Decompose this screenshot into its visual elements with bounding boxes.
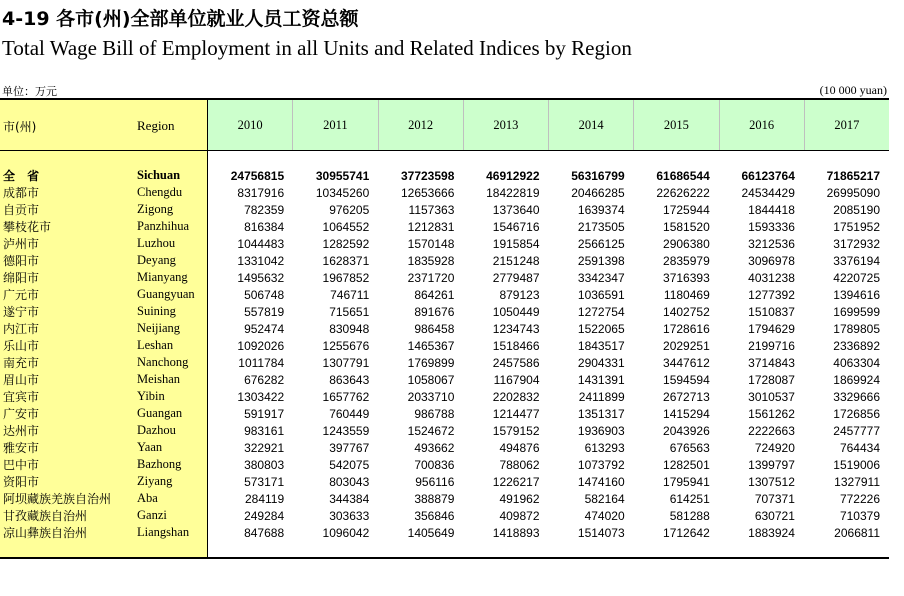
wage-value-cell: 1593336 [748,219,795,234]
wage-value-cell: 1789805 [833,321,880,336]
region-name-chinese: 资阳市 [3,475,40,489]
wage-value-cell: 956116 [415,474,455,489]
wage-value-cell: 803043 [329,474,370,489]
region-name-english: Suining [137,304,176,318]
wage-value-cell: 4220725 [833,270,880,285]
wage-value-cell: 12653666 [400,185,455,200]
wage-value-cell: 591917 [244,406,285,421]
wage-value-cell: 24534429 [741,185,795,200]
region-name-chinese: 攀枝花市 [3,220,52,234]
table-body [0,151,889,557]
wage-value-cell: 2029251 [663,338,710,353]
wage-value-cell: 3714843 [748,355,795,370]
region-name-chinese: 宜宾市 [3,390,40,404]
wage-value-cell: 830948 [329,321,370,336]
wage-value-cell: 2904331 [577,355,625,370]
wage-value-cell: 2173505 [577,219,625,234]
table-row [0,473,889,490]
table-row [0,252,889,269]
wage-value-cell: 2336892 [833,338,880,353]
region-name-chinese: 雅安市 [3,441,40,455]
wage-value-cell: 4063304 [833,355,880,370]
wage-value-cell: 1255676 [322,338,370,353]
wage-value-cell: 864261 [414,287,455,302]
wage-value-cell: 1327911 [834,474,880,489]
wage-value-cell: 2672713 [663,389,710,404]
wage-value-cell: 760449 [329,406,370,421]
wage-value-cell: 26995090 [826,185,880,200]
wage-value-cell: 1514073 [577,525,625,540]
region-name-english: Guangan [137,406,183,420]
wage-value-cell: 3212536 [748,236,795,251]
wage-value-cell: 3010537 [748,389,795,404]
wage-value-cell: 1073792 [577,457,625,472]
wage-value-cell: 1373640 [492,202,540,217]
wage-value-cell: 1431391 [577,372,625,387]
table-row [0,235,889,252]
wage-value-cell: 1967852 [322,270,370,285]
year-header-cell: 2012 [379,100,464,150]
table-row [0,269,889,286]
wage-value-cell: 1402752 [663,304,710,319]
wage-value-cell: 1936903 [577,423,625,438]
wage-value-cell: 1036591 [577,287,625,302]
wage-value-cell: 1712642 [663,525,710,540]
year-header-cell: 2017 [834,117,860,132]
wage-value-cell: 1180469 [663,287,710,302]
wage-value-cell: 816384 [244,219,285,234]
wage-value-cell: 1214477 [492,406,540,421]
wage-value-cell: 1883924 [748,525,795,540]
region-name-english: Bazhong [137,457,182,471]
region-name-chinese: 达州市 [3,424,40,438]
wage-value-cell: 676563 [669,440,710,455]
wage-value-cell: 1769899 [407,355,455,370]
wage-value-cell: 284119 [244,491,285,506]
wage-value-cell: 1751952 [833,219,880,234]
wage-value-cell: 2906380 [663,236,710,251]
wage-value-cell: 2202832 [492,389,540,404]
region-name-chinese: 乐山市 [3,339,40,353]
wage-value-cell: 1728616 [663,321,710,336]
wage-value-cell: 71865217 [826,168,880,183]
wage-value-cell: 8317916 [237,185,285,200]
wage-value-cell: 1843517 [577,338,625,353]
wage-value-cell: 1794629 [748,321,795,336]
region-name-english: Yaan [137,440,163,454]
wage-value-cell: 1657762 [322,389,370,404]
region-name-chinese: 遂宁市 [3,305,40,319]
wage-value-cell: 397767 [329,440,370,455]
wage-value-cell: 2151248 [492,253,540,268]
wage-value-cell: 1639374 [577,202,625,217]
wage-value-cell: 1844418 [748,202,795,217]
wage-value-cell: 10345260 [315,185,370,200]
wage-value-cell: 1546716 [492,219,540,234]
wage-value-cell: 1915854 [492,236,540,251]
wage-value-cell: 1092026 [237,338,285,353]
wage-value-cell: 1277392 [748,287,795,302]
wage-value-cell: 891676 [414,304,455,319]
wage-value-cell: 557819 [244,304,285,319]
wage-value-cell: 1474160 [577,474,625,489]
wage-value-cell: 1418893 [492,525,540,540]
wage-value-cell: 1628371 [322,253,370,268]
table-row [0,524,889,541]
region-name-chinese: 成都市 [3,186,40,200]
wage-value-cell: 582164 [584,491,625,506]
wage-value-cell: 1307512 [748,474,795,489]
wage-value-cell: 1011784 [238,355,285,370]
wage-value-cell: 746711 [330,287,370,302]
wage-value-cell: 491962 [499,491,540,506]
table-row [0,337,889,354]
wage-value-cell: 2033710 [407,389,455,404]
region-name-english: Ganzi [137,508,167,522]
wage-value-cell: 1524672 [407,423,455,438]
wage-value-cell: 2043926 [663,423,710,438]
wage-value-cell: 1405649 [407,525,455,540]
table-row [0,303,889,320]
table-row [0,507,889,524]
wage-value-cell: 1518466 [492,338,540,353]
wage-value-cell: 986788 [414,406,455,421]
wage-value-cell: 2066811 [834,525,880,540]
wage-value-cell: 1243559 [322,423,370,438]
wage-value-cell: 2566125 [577,236,625,251]
wage-value-cell: 37723598 [400,168,455,183]
table-row [0,218,889,235]
wage-value-cell: 542075 [329,457,370,472]
wage-value-cell: 1058067 [407,372,455,387]
region-name-english: Panzhihua [137,219,190,233]
region-name-chinese: 泸州市 [3,237,40,251]
wage-value-cell: 581288 [669,508,710,523]
wage-value-cell: 4031238 [748,270,795,285]
wage-value-cell: 1465367 [407,338,455,353]
table-row-total [0,167,889,184]
region-name-chinese: 德阳市 [3,254,40,268]
wage-value-cell: 1331042 [237,253,285,268]
wage-value-cell: 1157363 [408,202,455,217]
wage-value-cell: 1282501 [663,457,710,472]
wage-value-cell: 46912922 [486,168,540,183]
year-header-cell: 2010 [208,100,293,150]
wage-value-cell: 1394616 [833,287,880,302]
wage-value-cell: 707371 [754,491,795,506]
page-title-chinese: 4-19 各市(州)全部单位就业人员工资总额 [2,8,359,30]
wage-value-cell: 782359 [244,202,285,217]
wage-value-cell: 1399797 [748,457,795,472]
wage-value-cell: 700836 [414,457,455,472]
wage-value-cell: 772226 [839,491,880,506]
table-rows [0,167,889,541]
region-header-cell [0,100,208,150]
wage-value-cell: 863643 [329,372,370,387]
wage-value-cell: 2457777 [833,423,880,438]
wage-value-cell: 724920 [754,440,795,455]
region-name-english: Chengdu [137,185,183,199]
table-row [0,439,889,456]
wage-value-cell: 1570148 [407,236,455,251]
region-name-english: Zigong [137,202,174,216]
wage-value-cell: 1561262 [748,406,795,421]
year-header-cell: 2016 [720,100,805,150]
wage-value-cell: 356846 [414,508,455,523]
wage-value-cell: 1212831 [407,219,455,234]
wage-value-cell: 249284 [244,508,285,523]
wage-value-cell: 1096042 [322,525,370,540]
table-row [0,286,889,303]
wage-value-cell: 630721 [754,508,795,523]
region-name-english: Nanchong [137,355,189,369]
region-name-chinese: 甘孜藏族自治州 [3,509,88,523]
region-name-english: Mianyang [137,270,188,284]
wage-value-cell: 2199716 [748,338,795,353]
table-row [0,201,889,218]
wage-value-cell: 879123 [499,287,540,302]
region-header-chinese: 市(州) [3,120,37,134]
wage-value-cell: 1594594 [663,372,710,387]
wage-value-cell: 847688 [244,525,285,540]
wage-value-cell: 976205 [329,202,370,217]
wage-value-cell: 764434 [839,440,880,455]
wage-value-cell: 1519006 [833,457,880,472]
wage-value-cell: 493662 [414,440,455,455]
wage-value-cell: 1699599 [833,304,880,319]
wage-value-cell: 1522065 [577,321,625,336]
wage-value-cell: 1495632 [237,270,285,285]
wage-value-cell: 494876 [499,440,540,455]
region-name-chinese: 凉山彝族自治州 [3,526,88,540]
wage-value-cell: 474020 [584,508,625,523]
table-row [0,456,889,473]
wage-value-cell: 2591398 [577,253,625,268]
wage-value-cell: 409872 [499,508,540,523]
region-name-english: Yibin [137,389,165,403]
wage-value-cell: 3329666 [833,389,880,404]
wage-value-cell: 2779487 [492,270,540,285]
wage-value-cell: 1234743 [492,321,540,336]
wage-value-cell: 952474 [244,321,285,336]
wage-value-cell: 1282592 [322,236,370,251]
wage-value-cell: 3342347 [577,270,625,285]
wage-value-cell: 24756815 [230,168,285,183]
wage-value-cell: 22626222 [656,185,710,200]
region-name-chinese: 内江市 [3,322,40,336]
wage-value-cell: 3716393 [663,270,710,285]
wage-value-cell: 1728087 [748,372,795,387]
table-row [0,184,889,201]
wage-value-cell: 715651 [329,304,370,319]
wage-value-cell: 983161 [244,423,285,438]
table-row [0,320,889,337]
table-row [0,405,889,422]
wage-value-cell: 3172932 [833,236,880,251]
page-title-english: Total Wage Bill of Employment in all Units and Related Indices by Region [2,36,632,60]
region-name-english: Aba [137,491,158,505]
year-header-cell: 2015 [634,100,719,150]
region-name-chinese: 广安市 [3,407,40,421]
wage-value-cell: 1303422 [237,389,285,404]
wage-value-cell: 1869924 [833,372,880,387]
wage-value-cell: 344384 [329,491,370,506]
wage-value-cell: 1835928 [407,253,455,268]
region-name-english: Luzhou [137,236,176,250]
wage-value-cell: 380803 [244,457,285,472]
wage-value-cell: 1725944 [663,202,710,217]
wage-value-cell: 1272754 [577,304,625,319]
wage-value-cell: 3376194 [833,253,880,268]
region-name-english: Neijiang [137,321,181,335]
region-name-chinese: 自贡市 [3,203,40,217]
wage-value-cell: 1579152 [492,423,540,438]
wage-value-cell: 1167904 [493,372,540,387]
wage-value-cell: 3447612 [663,355,710,370]
table-row [0,490,889,507]
wage-value-cell: 303633 [329,508,370,523]
year-header-cell: 2014 [549,100,634,150]
unit-label-english: (10 000 yuan) [819,83,887,97]
wage-value-cell: 506748 [244,287,285,302]
wage-value-cell: 20466285 [571,185,625,200]
wage-value-cell: 1510837 [748,304,795,319]
wage-value-cell: 1351317 [577,406,625,421]
table-row [0,422,889,439]
wage-value-cell: 986458 [414,321,455,336]
region-name-chinese: 绵阳市 [3,271,40,285]
wage-value-cell: 3096978 [748,253,795,268]
table-row [0,388,889,405]
wage-value-cell: 1226217 [492,474,540,489]
wage-value-cell: 1795941 [663,474,710,489]
table-row [0,371,889,388]
table-header [0,100,889,151]
region-name-english: Sichuan [137,168,181,182]
wage-value-cell: 1044483 [237,236,285,251]
region-name-english: Guangyuan [137,287,195,301]
wage-value-cell: 676282 [244,372,285,387]
wage-value-cell: 388879 [414,491,455,506]
region-name-chinese: 巴中市 [3,458,40,472]
wage-value-cell: 613293 [584,440,625,455]
region-name-chinese: 广元市 [3,288,40,302]
wage-value-cell: 2085190 [833,202,880,217]
wage-value-cell: 18422819 [486,185,540,200]
wage-value-cell: 2222663 [748,423,795,438]
region-name-chinese: 全 省 [3,169,44,183]
wage-value-cell: 1726856 [833,406,880,421]
wage-value-cell: 2457586 [492,355,540,370]
wage-value-cell: 1415294 [663,406,710,421]
region-name-english: Liangshan [137,525,190,539]
wage-value-cell: 66123764 [741,168,795,183]
wage-value-cell: 61686544 [656,168,710,183]
region-name-chinese: 南充市 [3,356,40,370]
wage-value-cell: 614251 [669,491,710,506]
wage-value-cell: 788062 [499,457,540,472]
region-name-english: Leshan [137,338,174,352]
region-name-chinese: 阿坝藏族羌族自治州 [3,492,112,506]
region-name-english: Meishan [137,372,181,386]
wage-value-cell: 56316799 [571,168,625,183]
table-row [0,354,889,371]
wage-value-cell: 710379 [839,508,880,523]
unit-label-chinese: 单位：万元 [2,85,57,98]
wage-value-cell: 1307791 [322,355,370,370]
wage-value-cell: 2835979 [663,253,710,268]
year-header-cell: 2013 [464,100,549,150]
wage-value-cell: 1581520 [663,219,710,234]
year-header-cell: 2011 [293,100,378,150]
region-name-chinese: 眉山市 [3,373,40,387]
wage-value-cell: 30955741 [315,168,370,183]
wage-value-cell: 573171 [244,474,285,489]
wage-value-cell: 322921 [244,440,285,455]
year-header-group [208,100,889,150]
region-name-english: Dazhou [137,423,176,437]
region-name-english: Ziyang [137,474,173,488]
region-name-english: Deyang [137,253,176,267]
wage-value-cell: 2371720 [407,270,455,285]
wage-value-cell: 1050449 [492,304,540,319]
wage-value-cell: 1064552 [322,219,370,234]
region-header-english: Region [137,118,175,133]
wage-value-cell: 2411899 [578,389,625,404]
table-bottom-rule [0,557,889,559]
